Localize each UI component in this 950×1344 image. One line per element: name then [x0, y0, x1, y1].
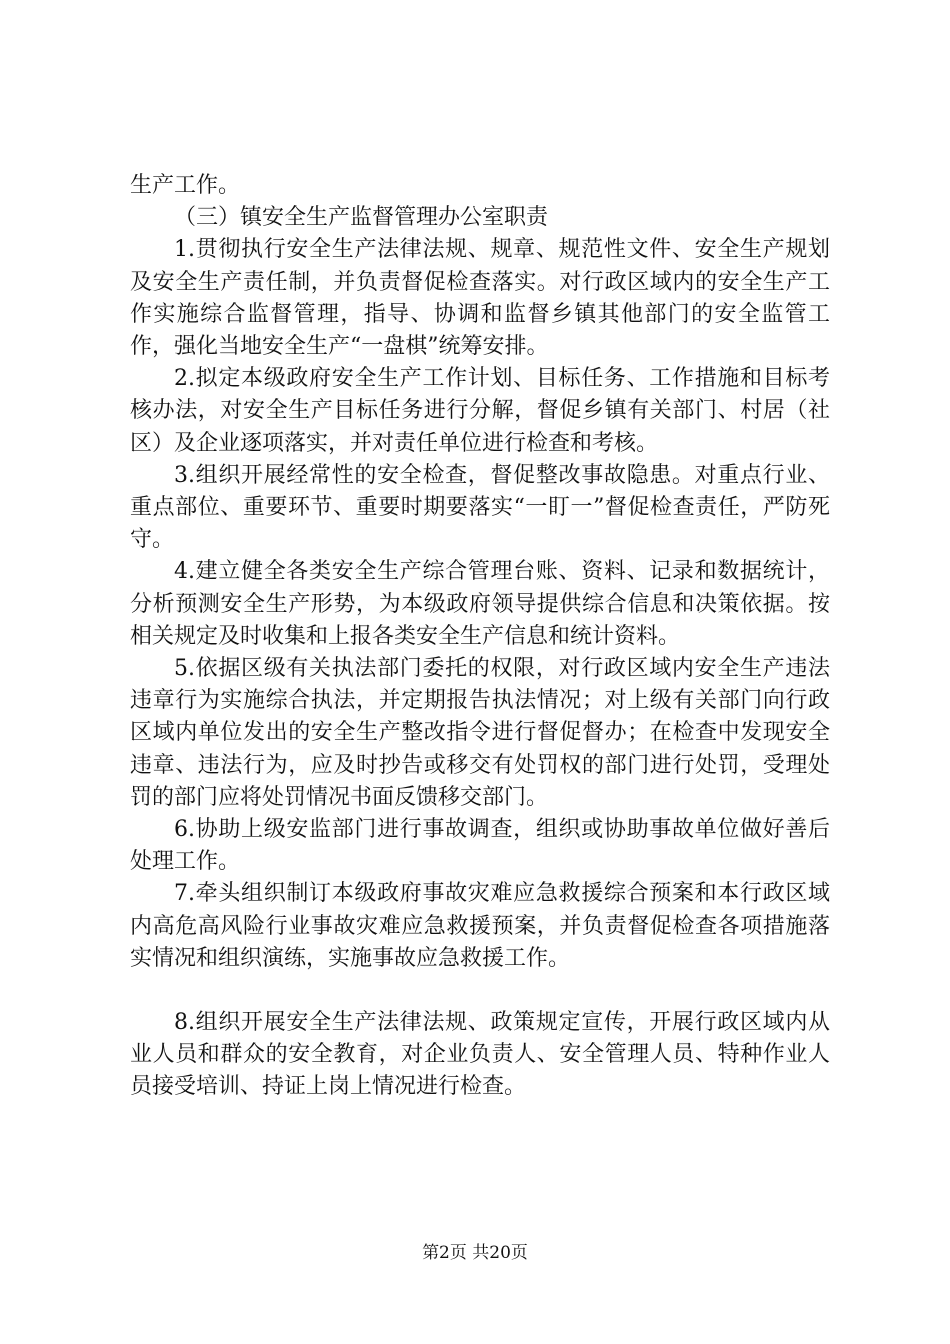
paragraph-item-4: 4.建立健全各类安全生产综合管理台账、资料、记录和数据统计，分析预测安全生产形势，为本级政府领导提供综合信息和决策依据。按相关规定及时收集和上报各类安全生产信息和统计资料。: [130, 559, 830, 649]
paragraph-item-6: 6.协助上级安监部门进行事故调查，组织或协助事故单位做好善后处理工作。: [130, 817, 830, 875]
section-heading: （三）镇安全生产监督管理办公室职责: [174, 205, 549, 231]
paragraph-continuation: 生产工作。: [130, 173, 241, 198]
document-body: [130, 170, 830, 1104]
paragraph-item-3: 3.组织开展经常性的安全检查，督促整改事故隐患。对重点行业、重点部位、重要环节、重要时期要落实“一盯一”督促检查责任，严防死守。: [130, 462, 830, 553]
paragraph-item-8: 8.组织开展安全生产法律法规、政策规定宣传，开展行政区域内从业人员和群众的安全教育，对企业负责人、安全管理人员、特种作业人员接受培训、持证上岗上情况进行检查。: [130, 1010, 830, 1100]
paragraph-item-1: 1.贯彻执行安全生产法律法规、规章、规范性文件、安全生产规划及安全生产责任制，并负责督促检查落实。对行政区域内的安全生产工作实施综合监督管理，指导、协调和监督乡镇其他部门的安全监管工作，强化当地安全生产“一盘棋”统筹安排。: [130, 237, 830, 360]
paragraph-item-2: 2.拟定本级政府安全生产工作计划、目标任务、工作措施和目标考核办法，对安全生产目标任务进行分解，督促乡镇有关部门、村居（社区）及企业逐项落实，并对责任单位进行检查和考核。: [130, 366, 830, 456]
paragraph-item-7: 7.牵头组织制订本级政府事故灾难应急救援综合预案和本行政区域内高危高风险行业事故灾难应急救援预案，并负责督促检查各项措施落实情况和组织演练，实施事故应急救援工作。: [130, 881, 830, 971]
paragraph-item-5: 5.依据区级有关执法部门委托的权限，对行政区域内安全生产违法违章行为实施综合执法，并定期报告执法情况；对上级有关部门向行政区域内单位发出的安全生产整改指令进行督促督办；在检查中发现安全违章、违法行为，应及时抄告或移交有处罚权的部门进行处罚，受理处罚的部门应将处罚情况书面反馈移交部门。: [130, 656, 830, 810]
page-footer: 第2页 共20页: [422, 1243, 528, 1263]
